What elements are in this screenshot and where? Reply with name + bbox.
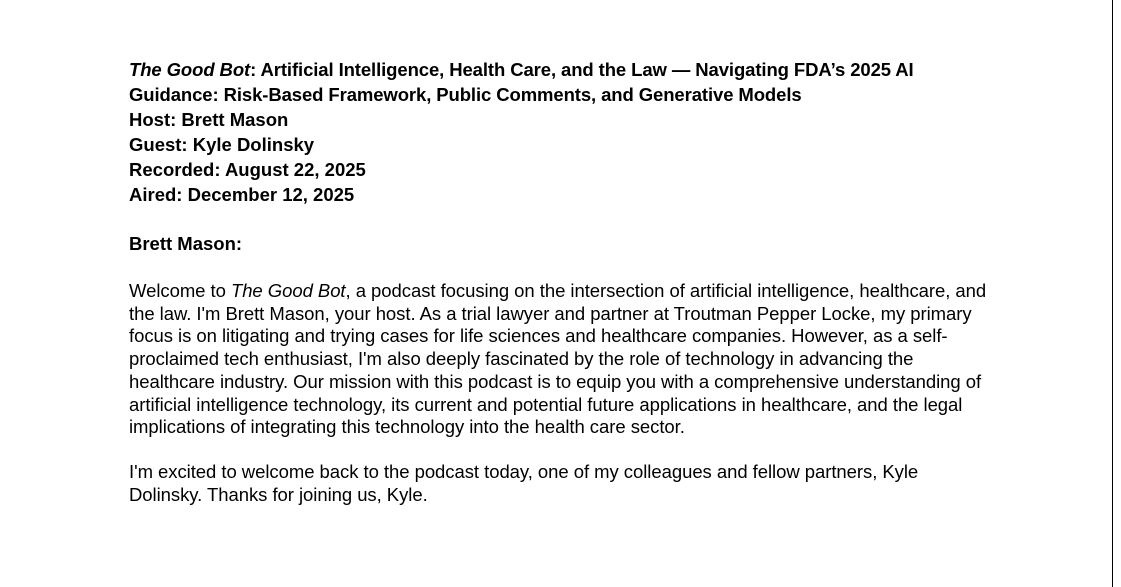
speaker-label-brett-mason: Brett Mason: (129, 233, 243, 254)
episode-title-rest: : Artificial Intelligence, Health Care, and the Law — Navigating FDA’s 2025 AI Guidance: Risk-Based Framework, Public Comments, and Generative Models (129, 59, 914, 105)
document-body (129, 57, 991, 506)
paragraph-welcome-italic: The Good Bot (230, 280, 346, 301)
spacer-after-meta (129, 207, 991, 231)
paragraph-welcome (129, 280, 991, 439)
spacer-after-speaker (129, 256, 991, 280)
paragraph-welcome-before: Welcome to (129, 280, 231, 301)
recorded-line: Recorded: August 22, 2025 (129, 159, 366, 180)
episode-title (129, 57, 991, 107)
guest-line: Guest: Kyle Dolinsky (129, 134, 315, 155)
paragraph-welcome-guest (129, 461, 991, 506)
paragraph-welcome-after: , a podcast focusing on the intersection of artificial intelligence, healthcare, and the law. I'm Brett Mason, your host. As a trial lawyer and partner at Troutman Pepper Locke, my primary focus is on litigating and trying cases for life sciences and healthcare companies. However, as a self-proclaimed tech enthusiast, I'm also deeply fascinated by the role of technology in advancing the healthcare industry. Our mission with this podcast is to equip you with a comprehensive understanding of artificial intelligence technology, its current and potential future applications in healthcare, and the legal implications of integrating this technology into the health care sector. (129, 280, 987, 438)
podcast-name: The Good Bot (129, 59, 251, 80)
spacer-between-paragraphs (129, 439, 991, 461)
aired-line: Aired: December 12, 2025 (129, 184, 355, 205)
paragraph-welcome-guest-text: I'm excited to welcome back to the podcast today, one of my colleagues and fellow partners, Kyle Dolinsky. Thanks for joining us, Kyle. (129, 460, 919, 505)
host-line: Host: Brett Mason (129, 109, 289, 130)
